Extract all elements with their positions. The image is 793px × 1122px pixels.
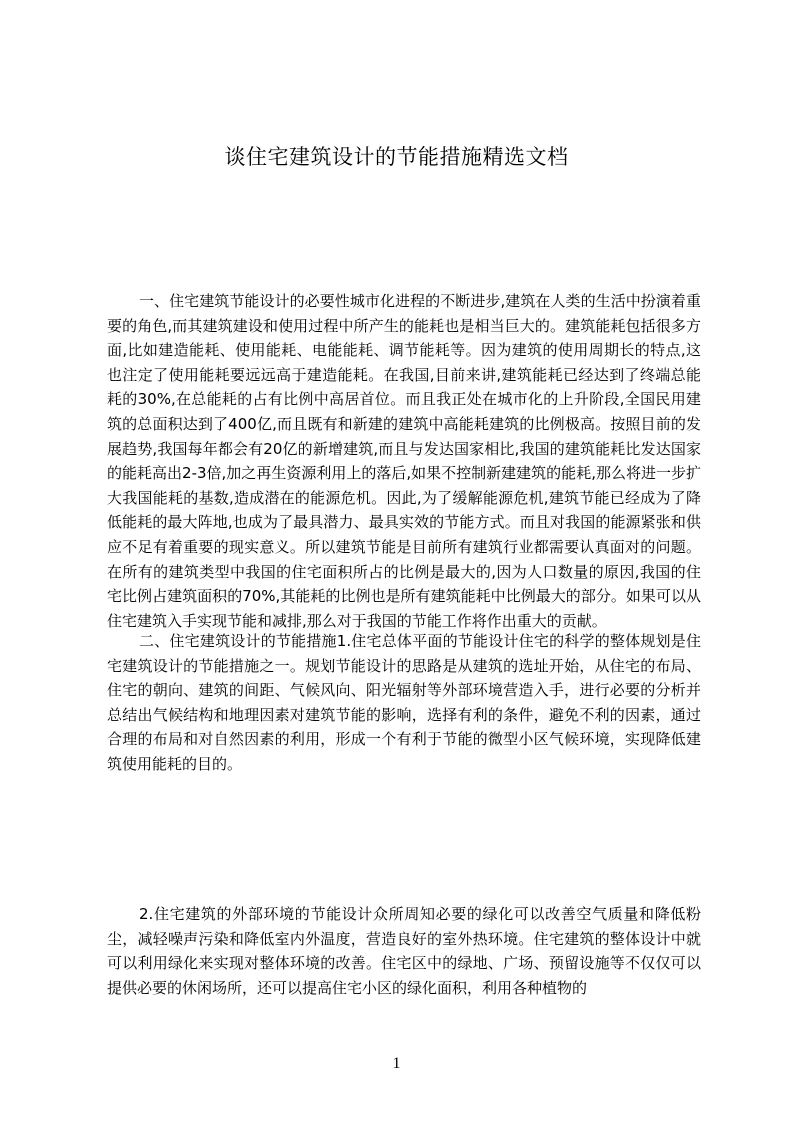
page-number: 1 xyxy=(392,1055,401,1072)
paragraph-external-environment: 2.住宅建筑的外部环境的节能设计众所周知必要的绿化可以改善空气质量和降低粉尘，减轻噪声污染和降低室内外温度，营造良好的室外热环境。住宅建筑的整体设计中就可以利用绿化来实现对整体环境的改善。住宅区中的绿地、广场、预留设施等不仅仅可以提供必要的休闲场所，还可以提高住宅小区的绿化面积，利用各种植物的 xyxy=(107,905,701,997)
document-title: 谈住宅建筑设计的节能措施精选文档 xyxy=(224,145,569,169)
paragraph-energy-necessity: 一、住宅建筑节能设计的必要性城市化进程的不断进步,建筑在人类的生活中扮演着重要的角色,而其建筑建设和使用过程中所产生的能耗也是相当巨大的。建筑能耗包括很多方面,比如建造能耗、使用能耗、电能能耗、调节能耗等。因为建筑的使用周期长的特点,这也注定了使用能耗要远远高于建造能耗。在我国,目前来讲,建筑能耗已经达到了终端总能耗的30%,在总能耗的占有比例中高居首位。而且我正处在城市化的上升阶段,全国民用建筑的总面积达到了400亿,而且既有和新建的建筑中高能耗建筑的比例极高。按照目前的发展趋势,我国每年都会有20亿的新增建筑,而且与发达国家相比,我国的建筑能耗比发达国家的能耗高出2-3倍,加之再生资源利用上的落后,如果不控制新建建筑的能耗,那么将进一步扩大我国能耗的基数,造成潜在的能源危机。因此,为了缓解能源危机,建筑节能已经成为了降低能耗的最大阵地,也成为了最具潜力、最具实效的节能方式。而且对我国的能源紧张和供应不足有着重要的现实意义。所以建筑节能是目前所有建筑行业都需要认真面对的问题。在所有的建筑类型中我国的住宅面积所占的比例是最大的,因为人口数量的原因,我国的住宅比例占建筑面积的70%,其能耗的比例也是所有建筑能耗中比例最大的部分。如果可以从住宅建筑入手实现节能和减排,那么对于我国的节能工作将作出重大的贡献。 xyxy=(107,292,701,630)
paragraph-energy-measures: 二、住宅建筑设计的节能措施1.住宅总体平面的节能设计住宅的科学的整体规划是住宅建筑设计的节能措施之一。规划节能设计的思路是从建筑的选址开始，从住宅的布局、住宅的朝向、建筑的间距、气候风向、阳光辐射等外部环境营造入手，进行必要的分析并总结出气候结构和地理因素对建筑节能的影响，选择有利的条件，避免不利的因素，通过合理的布局和对自然因素的利用，形成一个有利于节能的微型小区气候环境，实现降低建筑使用能耗的目的。 xyxy=(107,632,701,773)
